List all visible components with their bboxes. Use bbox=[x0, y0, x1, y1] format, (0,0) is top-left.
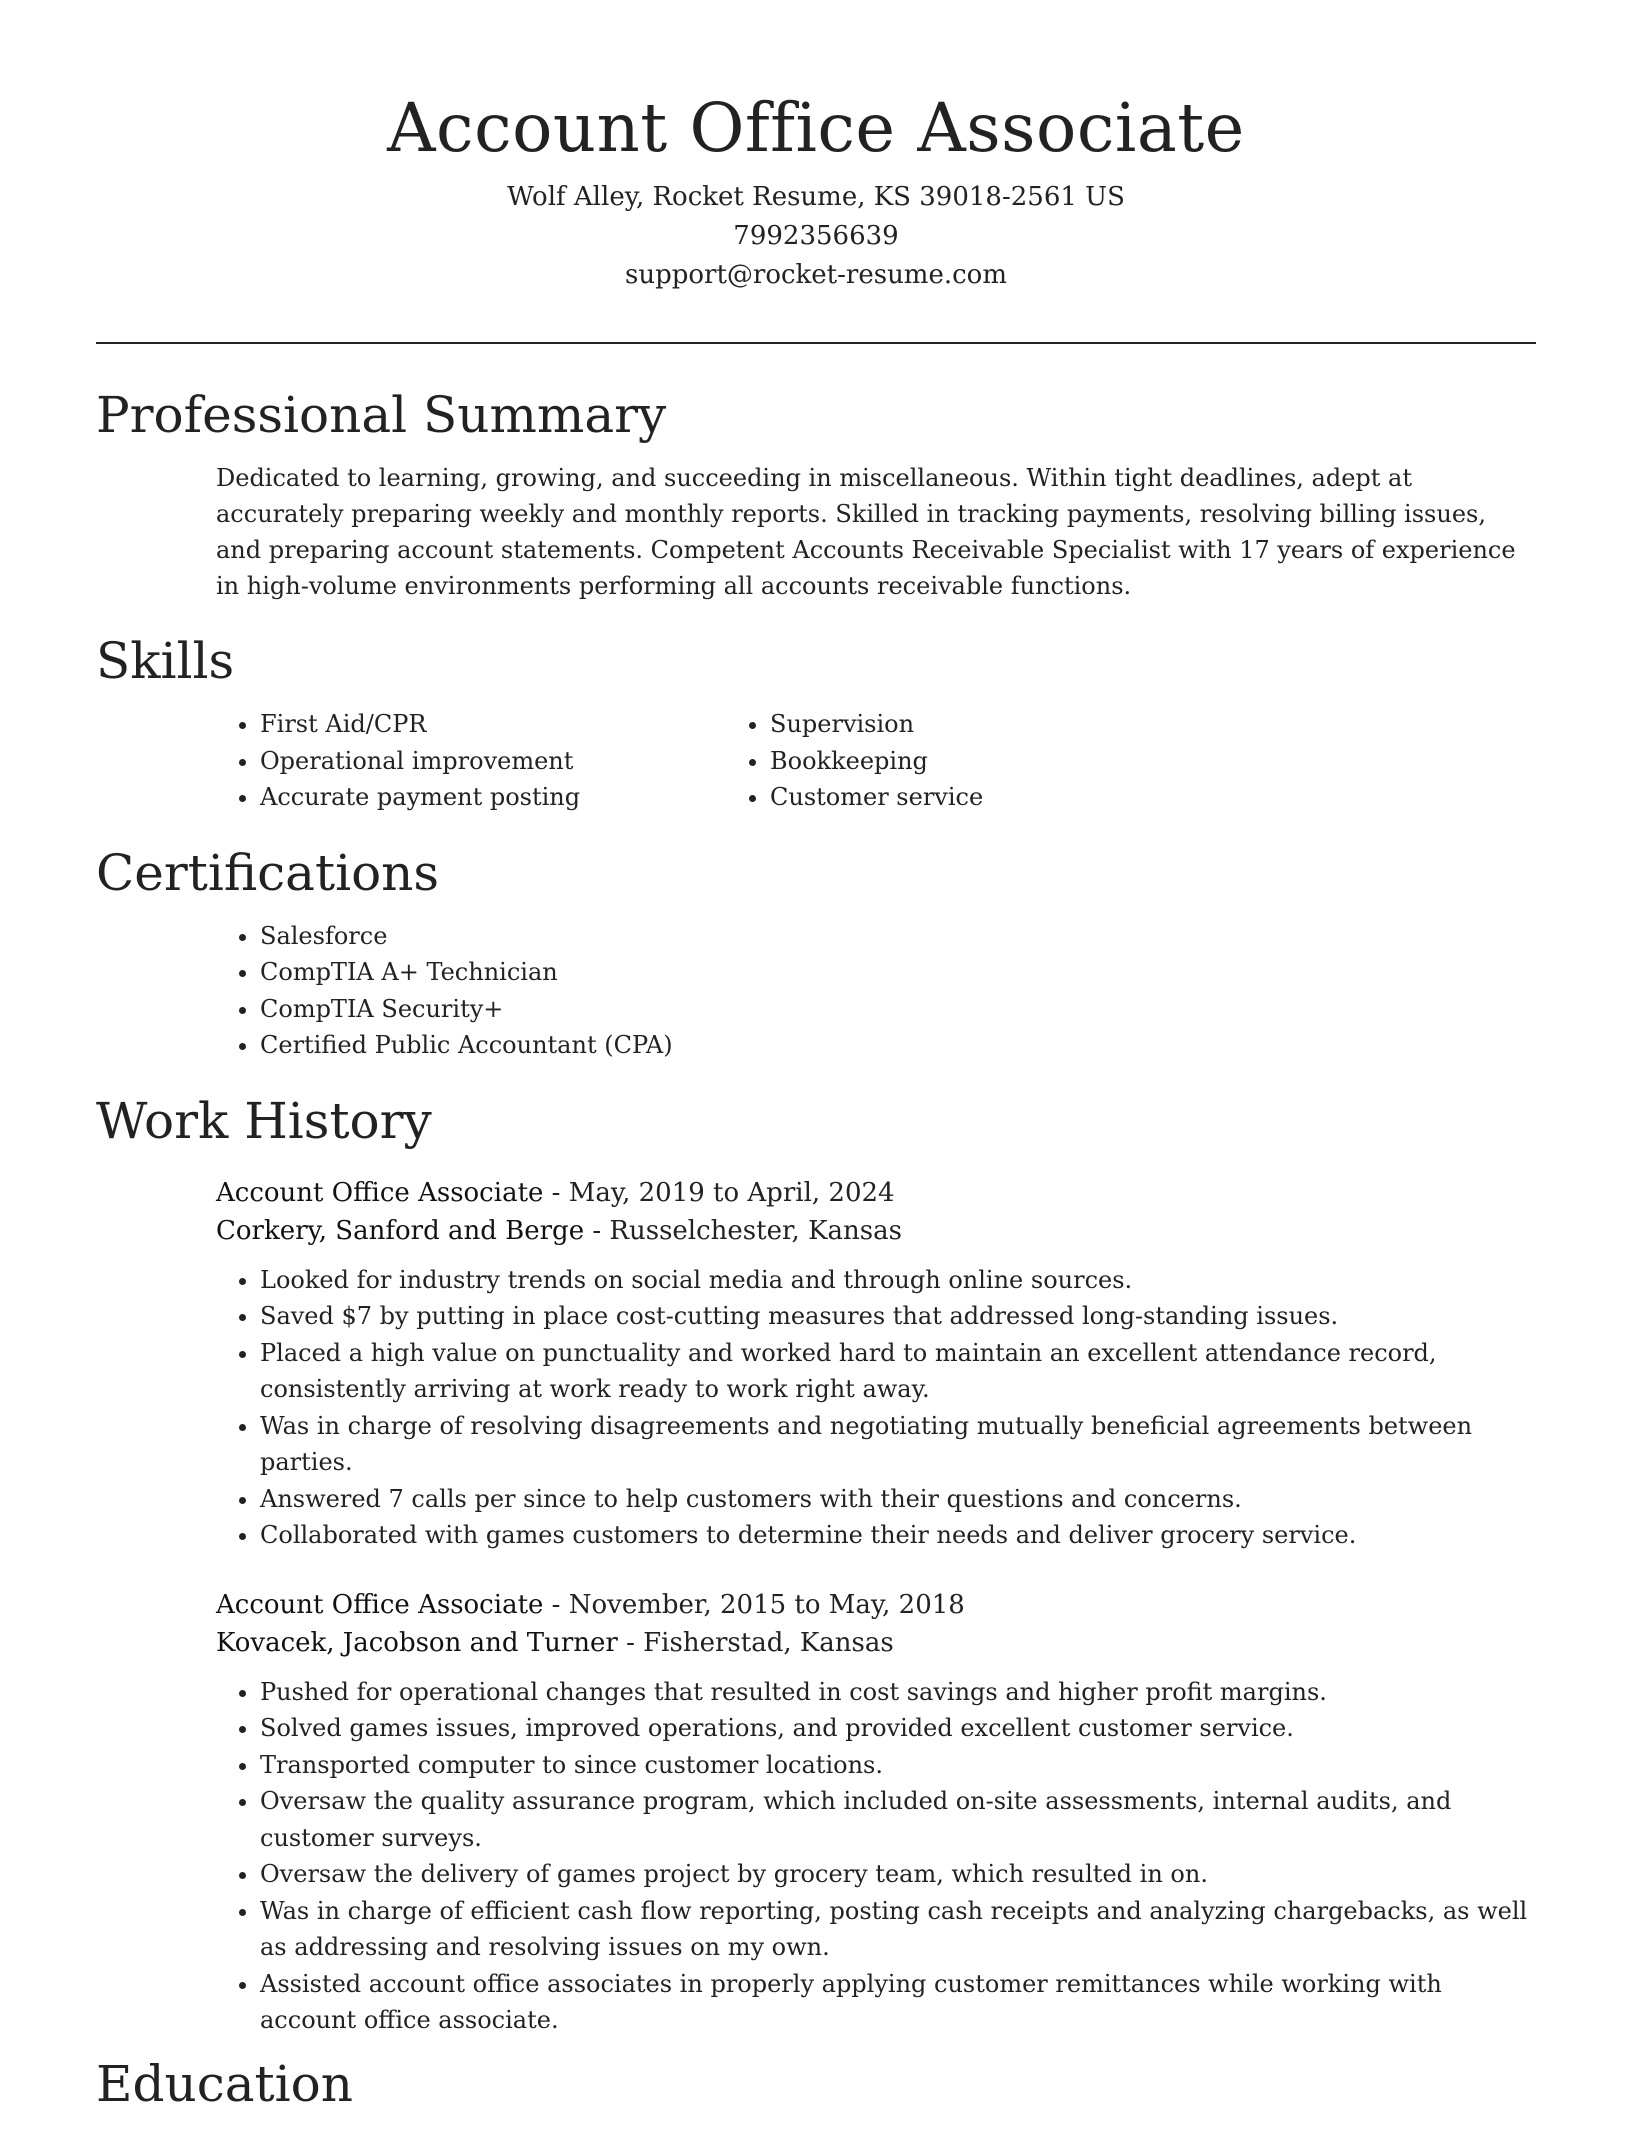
certifications-list bbox=[96, 918, 1536, 1064]
resume-body bbox=[96, 370, 1536, 2129]
list-item: • Was in charge of resolving disagreements and negotiating mutually beneficial agreements between parties. bbox=[260, 1408, 1536, 1481]
job-entry bbox=[216, 1174, 1536, 1554]
job-title: Account Office Associate bbox=[216, 1177, 544, 1208]
list-item: • First Aid/CPR bbox=[260, 706, 746, 743]
work-history-section bbox=[96, 1076, 1536, 2039]
list-item: • Bookkeeping bbox=[770, 743, 1396, 780]
job-title-line bbox=[216, 1586, 1536, 1624]
section-heading: Professional Summary bbox=[96, 386, 667, 444]
list-item: • Solved games issues, improved operations, and provided excellent customer service. bbox=[260, 1710, 1536, 1747]
header-divider bbox=[96, 342, 1536, 344]
candidate-name: Account Office Associate bbox=[387, 89, 1245, 167]
skills-column-2 bbox=[746, 706, 1396, 816]
job-title-line bbox=[216, 1174, 1536, 1212]
certifications-section bbox=[96, 828, 1536, 1064]
section-heading: Certifications bbox=[96, 843, 440, 902]
skills-column-1 bbox=[96, 706, 746, 816]
list-item: • Pushed for operational changes that resulted in cost savings and higher profit margins. bbox=[260, 1674, 1536, 1711]
job-company-line bbox=[216, 1624, 1536, 1662]
education-section bbox=[96, 2039, 1536, 2129]
list-item: • Operational improvement bbox=[260, 743, 746, 780]
phone: 7992356639 bbox=[733, 221, 899, 251]
company-name: Corkery, Sanford and Berge bbox=[216, 1215, 585, 1246]
job-location: - Fisherstad, Kansas bbox=[617, 1627, 894, 1658]
job-bullets bbox=[216, 1262, 1536, 1554]
job-company-line bbox=[216, 1212, 1536, 1250]
list-item: • Collaborated with games customers to determine their needs and deliver grocery service. bbox=[260, 1517, 1536, 1554]
summary-text: Dedicated to learning, growing, and succeeding in miscellaneous. Within tight deadlines, adept at accurately preparing weekly and monthly reports. Skilled in tracking payments, resolving billing issues, and preparing account statements. Competent Accounts Receivable Specialist with 17 years of experience in high-volume environments performing all accounts receivable functions. bbox=[216, 464, 1516, 600]
job-entry bbox=[216, 1586, 1536, 2039]
list-item: • Accurate payment posting bbox=[260, 779, 746, 816]
section-heading: Education bbox=[96, 2054, 353, 2113]
list-item: • Placed a high value on punctuality and worked hard to maintain an excellent attendance record, consistently arriving at work ready to work right away. bbox=[260, 1335, 1536, 1408]
list-item: • Answered 7 calls per since to help customers with their questions and concerns. bbox=[260, 1481, 1536, 1518]
address: Wolf Alley, Rocket Resume, KS 39018-2561 US bbox=[507, 182, 1125, 212]
list-item: • Oversaw the delivery of games project by grocery team, which resulted in on. bbox=[260, 1856, 1536, 1893]
list-item: • Saved $7 by putting in place cost-cutting measures that addressed long-standing issues. bbox=[260, 1298, 1536, 1335]
company-name: Kovacek, Jacobson and Turner bbox=[216, 1627, 618, 1658]
skills-list bbox=[96, 706, 1536, 816]
list-item: • Certified Public Accountant (CPA) bbox=[260, 1027, 1536, 1064]
contact-block bbox=[0, 178, 1632, 295]
job-dates: - November, 2015 to May, 2018 bbox=[543, 1589, 965, 1620]
list-item: • Looked for industry trends on social media and through online sources. bbox=[260, 1262, 1536, 1299]
list-item: • Transported computer to since customer locations. bbox=[260, 1747, 1536, 1784]
section-heading: Skills bbox=[96, 632, 235, 690]
resume-header bbox=[0, 0, 1632, 295]
professional-summary-section bbox=[96, 370, 1536, 604]
job-dates: - May, 2019 to April, 2024 bbox=[543, 1177, 895, 1208]
skills-section bbox=[96, 616, 1536, 816]
list-item: • CompTIA A+ Technician bbox=[260, 954, 1536, 991]
job-title: Account Office Associate bbox=[216, 1589, 544, 1620]
list-item: • Supervision bbox=[770, 706, 1396, 743]
email: support@rocket-resume.com bbox=[624, 260, 1007, 290]
list-item: • Assisted account office associates in properly applying customer remittances while working with account office associate. bbox=[260, 1966, 1536, 2039]
job-location: - Russelchester, Kansas bbox=[584, 1215, 902, 1246]
list-item: • Customer service bbox=[770, 779, 1396, 816]
list-item: • CompTIA Security+ bbox=[260, 991, 1536, 1028]
list-item: • Was in charge of efficient cash flow reporting, posting cash receipts and analyzing chargebacks, as well as addressing and resolving issues on my own. bbox=[260, 1893, 1536, 1966]
section-heading: Work History bbox=[96, 1091, 432, 1150]
list-item: • Salesforce bbox=[260, 918, 1536, 955]
job-bullets bbox=[216, 1674, 1536, 2039]
list-item: • Oversaw the quality assurance program, which included on-site assessments, internal audits, and customer surveys. bbox=[260, 1783, 1536, 1856]
